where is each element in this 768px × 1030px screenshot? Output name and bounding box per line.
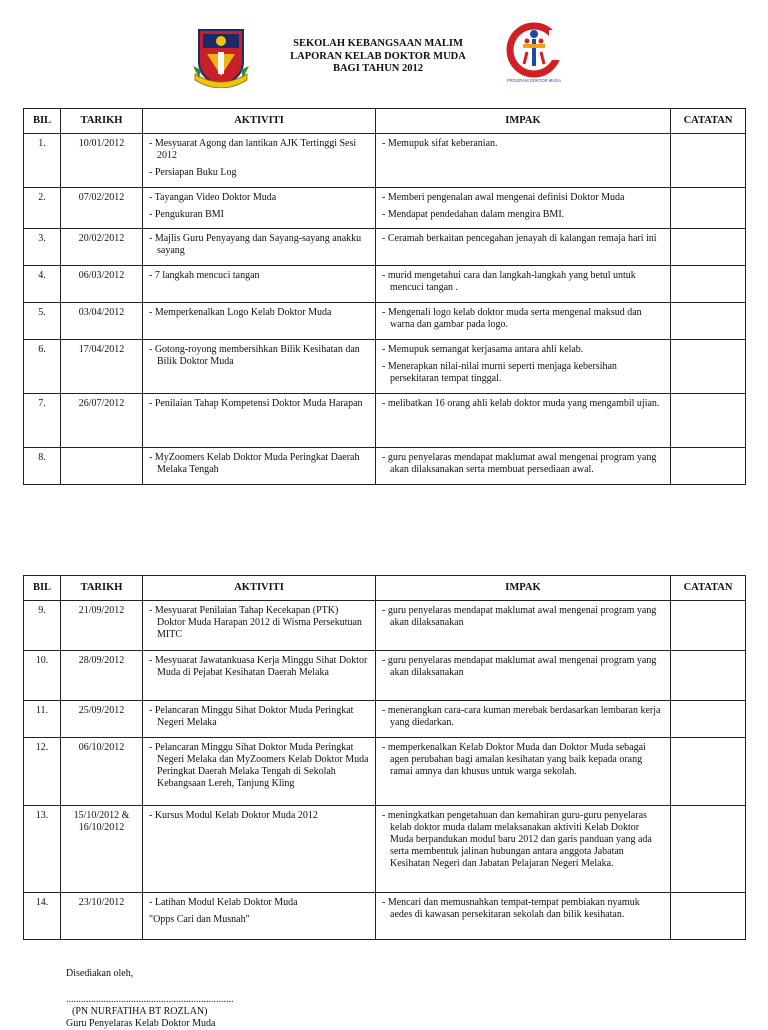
remarks-cell [671,893,746,940]
school-crest-logo [193,26,249,88]
activity-cell [143,701,376,738]
table-row [24,134,746,188]
impact-cell [376,651,671,701]
row-number-cell: 11. [24,701,61,738]
activity-item: - Memperkenalkan Logo Kelab Doktor Muda [149,307,332,318]
row-number-cell: 6. [24,340,61,394]
activity-cell [143,448,376,485]
table-row [24,229,746,266]
remarks-cell [671,448,746,485]
activity-cell [143,303,376,340]
column-header-bil: BIL [24,109,61,134]
table-row [24,340,746,394]
impact-item: - Mencari dan memusnahkan tempat-tempat pembiakan nyamuk aedes di kawasan persekitaran sekolah dan bilik kesihatan. [382,897,640,920]
impact-item: - Memupuk sifat keberanian. [382,138,498,149]
impact-item: - Mengenali logo kelab doktor muda serta mengenal maksud dan warna dan gambar pada logo. [382,307,642,330]
date-cell: 06/03/2012 [61,266,143,303]
row-number-cell: 3. [24,229,61,266]
table-row [24,893,746,940]
impact-cell [376,738,671,806]
activity-table-1 [23,108,746,485]
impact-cell [376,893,671,940]
activity-item: - Majlis Guru Penyayang dan Sayang-sayang anakku sayang [149,233,362,256]
remarks-cell [671,303,746,340]
remarks-cell [671,738,746,806]
impact-cell [376,134,671,188]
impact-item: - guru penyelaras mendapat maklumat awal mengenai program yang akan dilaksanakan [382,605,657,628]
row-number-cell: 1. [24,134,61,188]
impact-cell [376,229,671,266]
table-row [24,701,746,738]
column-header-impak: IMPAK [376,576,671,601]
column-header-catatan: CATATAN [671,576,746,601]
impact-item: - melibatkan 16 orang ahli kelab doktor muda yang mengambil ujian. [382,398,660,409]
date-cell: 15/10/2012 & 16/10/2012 [61,806,143,893]
impact-cell [376,340,671,394]
coordinator-name: (PN NURFATIHA BT ROZLAN) [72,1006,208,1017]
remarks-cell [671,266,746,303]
date-cell: 25/09/2012 [61,701,143,738]
date-cell: 06/10/2012 [61,738,143,806]
date-cell: 03/04/2012 [61,303,143,340]
prepared-by-label: Disediakan oleh, [66,968,134,979]
logo-caption: PROGRAM DOKTOR MUDA [506,78,562,83]
remarks-cell [671,394,746,448]
column-header-tarikh: TARIKH [61,576,143,601]
impact-item: - Ceramah berkaitan pencegahan jenayah di kalangan remaja hari ini [382,233,657,244]
activity-item: "Opps Cari dan Musnah" [149,914,250,925]
row-number-cell: 14. [24,893,61,940]
report-header [0,0,768,105]
impact-item: - Menerapkan nilai-nilai murni seperti menjaga kebersihan persekitaran tempat tinggal. [382,361,617,384]
impact-item: - menerangkan cara-cara kuman merebak berdasarkan lembaran kerja yang diedarkan. [382,705,661,728]
table-row [24,266,746,303]
column-header-bil: BIL [24,576,61,601]
report-name: LAPORAN KELAB DOKTOR MUDA [290,50,466,62]
table-header-row [24,109,746,134]
table-row [24,303,746,340]
date-cell [61,448,143,485]
row-number-cell: 13. [24,806,61,893]
row-number-cell: 9. [24,601,61,651]
row-number-cell: 8. [24,448,61,485]
date-cell: 10/01/2012 [61,134,143,188]
activity-item: - Pengukuran BMI [149,209,224,220]
remarks-cell [671,188,746,229]
table-row [24,448,746,485]
remarks-cell [671,601,746,651]
remarks-cell [671,806,746,893]
impact-item: - guru penyelaras mendapat maklumat awal mengenai program yang akan dilaksanakan [382,655,657,678]
activity-item: - 7 langkah mencuci tangan [149,270,260,281]
activity-cell [143,229,376,266]
activity-item: - Persiapan Buku Log [149,167,237,178]
activity-cell [143,893,376,940]
row-number-cell: 2. [24,188,61,229]
activity-item: - Pelancaran Minggu Sihat Doktor Muda Peringkat Negeri Melaka [149,705,354,728]
activity-cell [143,188,376,229]
impact-cell [376,303,671,340]
impact-cell [376,448,671,485]
activity-item: - Tayangan Video Doktor Muda [149,192,277,203]
column-header-impak: IMPAK [376,109,671,134]
signature-line: ................................................................... [66,994,234,1005]
date-cell: 17/04/2012 [61,340,143,394]
activity-table-2 [23,575,746,940]
row-number-cell: 12. [24,738,61,806]
remarks-cell [671,134,746,188]
impact-cell [376,701,671,738]
activity-cell [143,266,376,303]
activity-item: - Mesyuarat Jawatankuasa Kerja Minggu Sihat Doktor Muda di Pejabat Kesihatan Daerah Melaka [149,655,368,678]
impact-cell [376,188,671,229]
table-row [24,601,746,651]
date-cell: 28/09/2012 [61,651,143,701]
table-row [24,188,746,229]
impact-cell [376,601,671,651]
impact-item: - Mendapat pendedahan dalam mengira BMI. [382,209,565,220]
table-row [24,394,746,448]
activity-item: - Pelancaran Minggu Sihat Doktor Muda Peringkat Negeri Melaka dan MyZoomers Kelab Doktor Muda Peringkat Daerah Melaka Tengah di Sekolah Kebangsaan Lereh, Tanjung Kling [149,742,369,789]
activity-item: - Latihan Modul Kelab Doktor Muda [149,897,298,908]
report-year: BAGI TAHUN 2012 [332,63,424,74]
impact-cell [376,806,671,893]
table-row [24,806,746,893]
impact-item: - guru penyelaras mendapat maklumat awal mengenai program yang akan dilaksanakan serta membuat persediaan awal. [382,452,657,475]
remarks-cell [671,229,746,266]
activity-item: - Mesyuarat Agong dan lantikan AJK Tertinggi Sesi 2012 [149,138,357,161]
date-cell: 20/02/2012 [61,229,143,266]
column-header-tarikh: TARIKH [61,109,143,134]
activity-cell [143,738,376,806]
activity-item: - Mesyuarat Penilaian Tahap Kecekapan (PTK) Doktor Muda Harapan 2012 di Wisma Persekutuan MITC [149,605,362,640]
row-number-cell: 10. [24,651,61,701]
activity-cell [143,601,376,651]
activity-cell [143,134,376,188]
impact-cell [376,266,671,303]
remarks-cell [671,701,746,738]
impact-item: - murid mengetahui cara dan langkah-langkah yang betul untuk mencuci tangan . [382,270,636,293]
date-cell: 23/10/2012 [61,893,143,940]
activity-item: - Gotong-royong membersihkan Bilik Kesihatan dan Bilik Doktor Muda [149,344,360,367]
impact-cell [376,394,671,448]
doktor-muda-logo [503,22,565,86]
impact-item: - Memberi pengenalan awal mengenai definisi Doktor Muda [382,192,625,203]
row-number-cell: 4. [24,266,61,303]
impact-item: - Memupuk semangat kerjasama antara ahli kelab. [382,344,584,355]
activity-cell [143,651,376,701]
activity-item: - Kursus Modul Kelab Doktor Muda 2012 [149,810,318,821]
impact-item: - meningkatkan pengetahuan dan kemahiran guru-guru penyelaras kelab doktor muda dalam melaksanakan aktiviti Kelab Doktor Muda berpandukan modul baru 2012 dan garis panduan yang ada serta membentuk jalinan hubungan antara anggota Jabatan Kesihatan Negeri dan Jabatan Pelajaran Negeri Melaka. [382,810,652,869]
activity-cell [143,394,376,448]
school-name: SEKOLAH KEBANGSAAN MALIM [293,38,463,49]
date-cell: 21/09/2012 [61,601,143,651]
table-row [24,651,746,701]
activity-item: - Penilaian Tahap Kompetensi Doktor Muda Harapan [149,398,363,409]
date-cell: 07/02/2012 [61,188,143,229]
impact-item: - memperkenalkan Kelab Doktor Muda dan Doktor Muda sebagai agen perubahan bagi amalan kesihatan yang baik kepada orang ramai amnya dan khusus untuk warga sekolah. [382,742,646,777]
coordinator-position: Guru Penyelaras Kelab Doktor Muda [66,1018,216,1029]
column-header-aktiviti: AKTIVITI [143,576,376,601]
column-header-aktiviti: AKTIVITI [143,109,376,134]
column-header-catatan: CATATAN [671,109,746,134]
remarks-cell [671,340,746,394]
row-number-cell: 7. [24,394,61,448]
table-row [24,738,746,806]
activity-cell [143,806,376,893]
activity-item: - MyZoomers Kelab Doktor Muda Peringkat Daerah Melaka Tengah [149,452,360,475]
table-header-row [24,576,746,601]
row-number-cell: 5. [24,303,61,340]
signature-block [66,968,234,1030]
date-cell: 26/07/2012 [61,394,143,448]
remarks-cell [671,651,746,701]
report-title [258,38,498,76]
activity-cell [143,340,376,394]
